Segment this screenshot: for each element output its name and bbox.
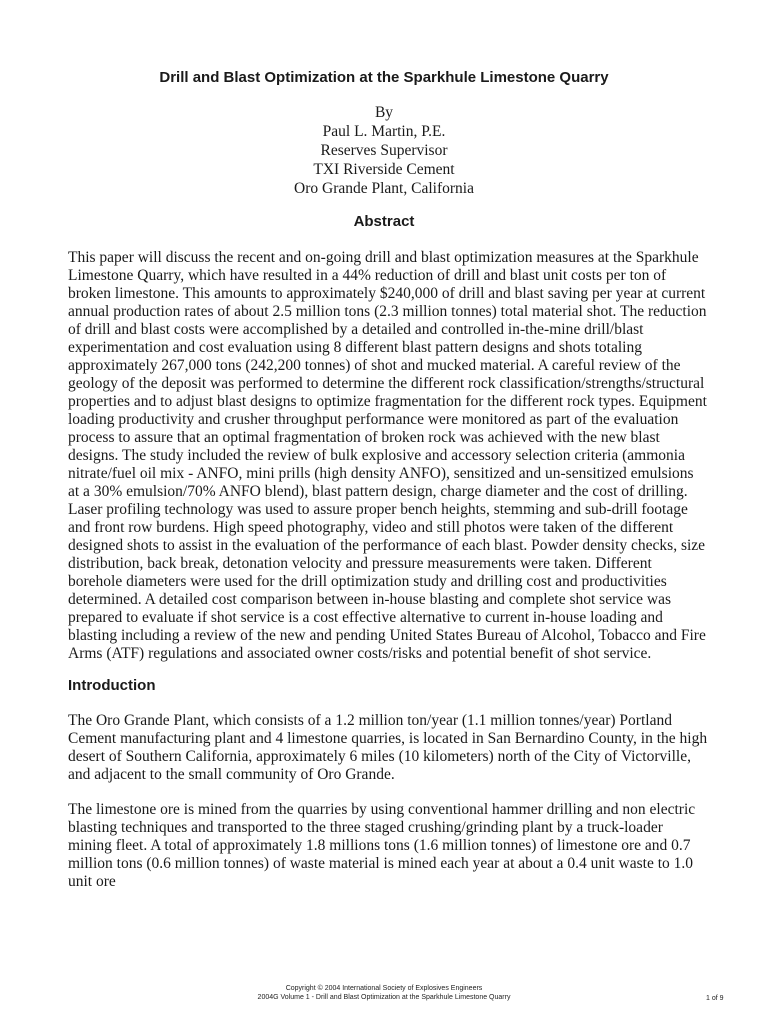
introduction-paragraph-2: The limestone ore is mined from the quarries by using conventional hammer drilling and non electric blasting techniques and transported to the three staged crushing/grinding plant by a truck-loader mining fleet. A total of approximately 1.8 millions tons (1.6 million tonnes) of limestone ore and 0.7 million tons (0.6 million tonnes) of waste material is mined each year at about a 0.4 unit waste to 1.0 unit ore	[68, 801, 696, 890]
byline-location: Oro Grande Plant, California	[294, 180, 474, 197]
page-footer	[0, 984, 768, 1002]
abstract-heading: Abstract	[353, 213, 415, 230]
byline-by: By	[374, 104, 394, 121]
byline-company: TXI Riverside Cement	[313, 161, 455, 178]
byline	[0, 103, 768, 198]
introduction-paragraph-1: The Oro Grande Plant, which consists of a 1.2 million ton/year (1.1 million tonnes/year) Portland Cement manufacturing plant and 4 limestone quarries, is located in San Bernardino County, in the high desert of Southern California, approximately 6 miles (10 kilometers) north of the City of Victorville, and adjacent to the small community of Oro Grande.	[68, 712, 708, 783]
document-title: Drill and Blast Optimization at the Sparkhule Limestone Quarry	[159, 69, 609, 86]
page-number: 1 of 9	[706, 995, 724, 1002]
introduction-heading: Introduction	[68, 677, 156, 694]
footer-copyright: Copyright © 2004 International Society of Explosives Engineers	[285, 985, 483, 992]
abstract-paragraph: This paper will discuss the recent and on-going drill and blast optimization measures at the Sparkhule Limestone Quarry, which have resulted in a 44% reduction of drill and blast unit costs per ton of broken limestone. This amounts to approximately $240,000 of drill and blast saving per year at current annual production rates of about 2.5 million tons (2.3 million tonnes) total material shot. The reduction of drill and blast costs were accomplished by a detailed and controlled in-the-mine drill/blast experimentation and cost evaluation using 8 different blast pattern designs and shots totaling approximately 267,000 tons (242,200 tonnes) of shot and mucked material. A careful review of the geology of the deposit was performed to determine the different rock classification/strengths/structural properties and to adjust blast designs to optimize fragmentation for the different rock types. Equipment loading productivity and crusher throughput performance were monitored as part of the evaluation process to assure that an optimal fragmentation of broken rock was achieved with the new blast designs. The study included the review of bulk explosive and accessory selection criteria (ammonia nitrate/fuel oil mix - ANFO, mini prills (high density ANFO), sensitized and un-sensitized emulsions at a 30% emulsion/70% ANFO blend), blast pattern design, charge diameter and the cost of drilling. Laser profiling technology was used to assure proper bench heights, stemming and sub-drill footage and front row burdens. High speed photography, video and still photos were taken of the different designed shots to assist in the evaluation of the performance of each blast. Powder density checks, size distribution, back break, detonation velocity and pressure measurements were taken. Different borehole diameters were used for the drill optimization study and drilling cost and productivities determined. A detailed cost comparison between in-house blasting and complete shot service was prepared to evaluate if shot service is a cost effective alternative to current in-house loading and blasting including a review of the new and pending United States Bureau of Alcohol, Tobacco and Fire Arms (ATF) regulations and associated owner costs/risks and potential benefit of shot service.	[68, 249, 707, 662]
footer-source: 2004G Volume 1 - Drill and Blast Optimization at the Sparkhule Limestone Quarry	[257, 994, 511, 1001]
byline-author: Paul L. Martin, P.E.	[322, 123, 446, 140]
byline-position: Reserves Supervisor	[320, 142, 448, 159]
